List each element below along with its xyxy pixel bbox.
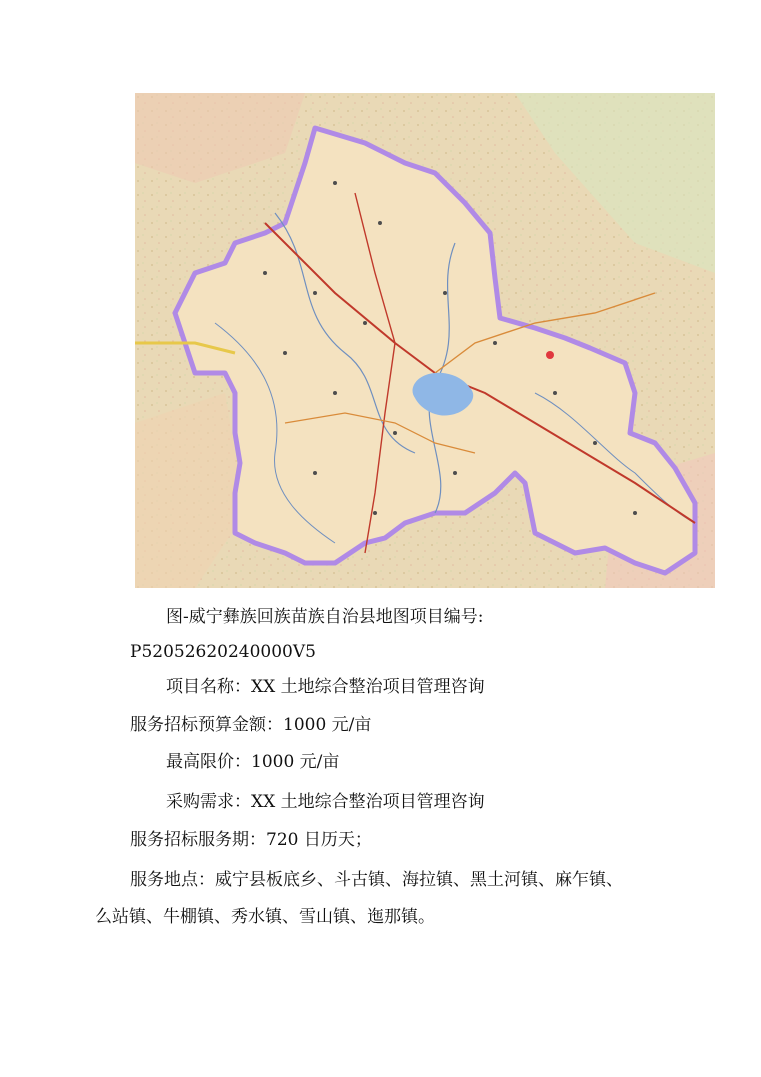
figure-caption-line2: P52052620240000V5 [130,642,316,662]
service-period: 服务招标服务期：720 日历天； [130,830,372,850]
budget-amount: 服务招标预算金额：1000 元/亩 [130,715,372,735]
county-seat-marker [546,351,554,359]
figure-caption-line1: 图-威宁彝族回族苗族自治县地图项目编号: [166,607,484,627]
service-location-line1: 服务地点：威宁县板底乡、斗古镇、海拉镇、黑土河镇、麻乍镇、 [130,870,623,890]
project-name: 项目名称：XX 土地综合整治项目管理咨询 [166,677,485,697]
county-map-image [135,93,715,588]
max-price: 最高限价：1000 元/亩 [166,752,340,772]
procurement-requirement: 采购需求：XX 土地综合整治项目管理咨询 [166,792,485,812]
service-location-line2: 么站镇、牛棚镇、秀水镇、雪山镇、迤那镇。 [95,907,435,927]
